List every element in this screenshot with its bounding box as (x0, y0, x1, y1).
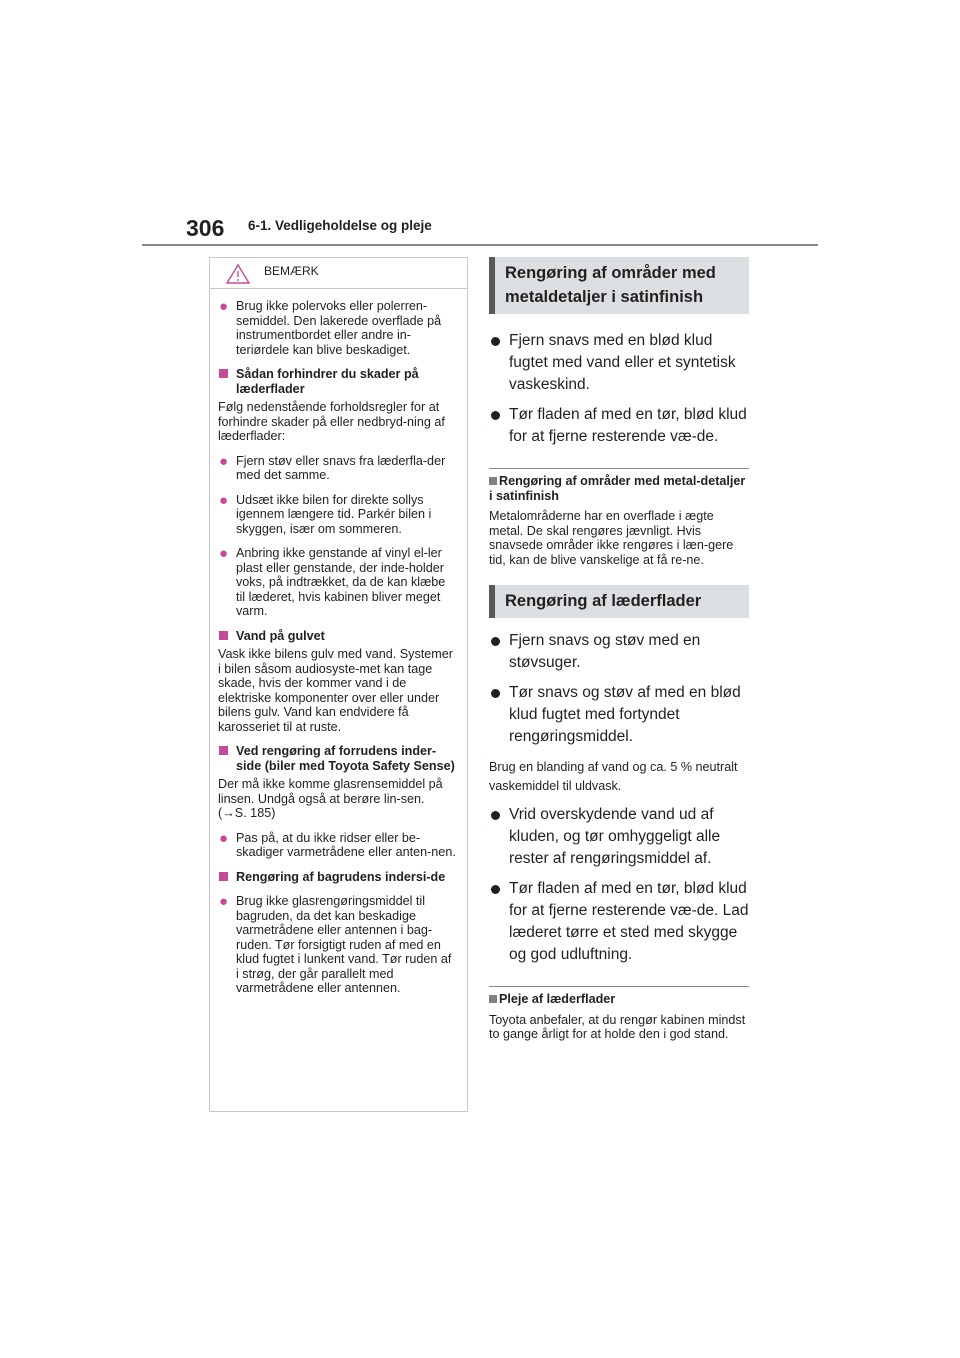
bullet-icon: ● (219, 893, 229, 910)
right-column (489, 257, 749, 1042)
list-item: Vrid overskydende vand ud af kluden, og tør omhyggeligt alle rester af rengøringsmiddel af. (489, 804, 749, 870)
bullet-icon: ● (219, 491, 229, 509)
section-title: 6-1. Vedligeholdelse og pleje (248, 218, 432, 233)
satin-note-text: Metalområderne har en overflade i ægte metal. De skal rengøres jævnligt. Hvis snavsede områder ikke rengøres i læn-gere tid, kan de blive vanskelige at få re-ne. (489, 509, 734, 567)
bullet-icon (491, 411, 500, 420)
notice-bullet: ● Anbring ikke genstande af vinyl el-ler plast eller genstande, der inde-holder voks, på indtrækket, da de kan klæbe til læderet, hvis kabinen bliver meget varm. (219, 545, 446, 618)
satin-note-heading: Rengøring af områder med metal-detaljer i satinfinish (489, 474, 746, 503)
list-item: Fjern snavs og støv med en støvsuger. (489, 630, 749, 674)
bullet-icon (491, 885, 500, 894)
notice-paragraph: Der må ikke komme glasrensemiddel på linsen. Undgå også at berøre lin-sen. (→S. 185) (218, 777, 443, 820)
page-number: 306 (186, 215, 225, 241)
notice-bullet: ● Brug ikke polervoks eller polerren-semiddel. Den lakerede overflade på instrumentbordet eller andre in-teriørdele kan blive beskadiget. (219, 298, 442, 357)
notice-bullet: ● Udsæt ikke bilen for direkte sollys igennem længere tid. Parkér bilen i skyggen, især om sommeren. (219, 491, 432, 536)
notice-paragraph: Følg nedenstående forholdsregler for at forhindre skader på eller nedbryd-ning af læderflader: (218, 400, 445, 443)
notice-heading: Ved rengøring af forrudens inder-side (biler med Toyota Safety Sense) (218, 744, 456, 773)
square-bullet-icon (219, 872, 228, 881)
bullet-icon: ● (219, 829, 229, 847)
satin-section-title: Rengøring af områder med metaldetaljer i satinfinish (489, 257, 749, 314)
square-bullet-icon (219, 369, 228, 378)
square-bullet-icon (219, 631, 228, 640)
square-bullet-icon (219, 746, 228, 755)
bullet-icon: ● (219, 452, 229, 470)
bullet-icon (491, 811, 500, 820)
list-item: Tør snavs og støv af med en blød klud fugtet med fortyndet rengøringsmiddel. (489, 682, 749, 748)
header-rule (142, 244, 818, 246)
notice-body (218, 299, 456, 996)
warning-icon (226, 264, 250, 284)
bullet-icon (491, 689, 500, 698)
bullet-icon (491, 337, 500, 346)
square-bullet-icon (489, 477, 497, 485)
bullet-icon: ● (219, 545, 229, 562)
notice-bullet: ● Fjern støv eller snavs fra læderfla-der med det samme. (219, 452, 446, 482)
notice-box (209, 257, 468, 1112)
square-bullet-icon (489, 995, 497, 1003)
list-item: Tør fladen af med en tør, blød klud for at fjerne resterende væ-de. Lad læderet tørre et sted med skygge og god udluftning. (489, 878, 749, 966)
leather-section-title: Rengøring af læderflader (489, 585, 749, 618)
notice-bullet: ● Pas på, at du ikke ridser eller be-skadiger varmetrådene eller anten-nen. (219, 829, 456, 859)
bullet-icon (491, 637, 500, 646)
notice-bullet: ● Brug ikke glasrengøringsmiddel til bagruden, da det kan beskadige varmetrådene eller antennen i bag-ruden. Tør forsigtigt ruden af med en klud fugtet i lunkent vand. Tør ruden af i strøg, der går parallelt med varmetrådene eller antennen. (219, 893, 452, 995)
notice-header (210, 258, 467, 289)
notice-heading: Rengøring af bagrudens indersi-de (218, 870, 456, 885)
notice-label: BEMÆRK (264, 264, 319, 278)
list-item: Tør fladen af med en tør, blød klud for at fjerne resterende væ-de. (489, 404, 749, 448)
mix-note: Brug en blanding af vand og ca. 5 % neutralt vaskemiddel til uldvask. (489, 760, 738, 793)
care-text: Toyota anbefaler, at du rengør kabinen mindst to gange årligt for at holde den i god stand. (489, 1012, 746, 1041)
care-heading: Pleje af læderflader (489, 992, 749, 1007)
divider (489, 986, 749, 987)
notice-heading: Vand på gulvet (218, 629, 456, 644)
notice-heading: Sådan forhindrer du skader på læderflader (218, 367, 456, 396)
bullet-icon: ● (219, 298, 229, 315)
list-item: Fjern snavs med en blød klud fugtet med vand eller et syntetisk vaskeskind. (489, 330, 749, 396)
notice-paragraph: Vask ikke bilens gulv med vand. Systemer i bilen såsom audiosyste-met kan tage skade, hvis der kommer vand i de elektriske komponenter over eller under bilens gulv. Vand kan endvidere få karosseriet til at ruste. (218, 647, 453, 734)
divider (489, 468, 749, 469)
